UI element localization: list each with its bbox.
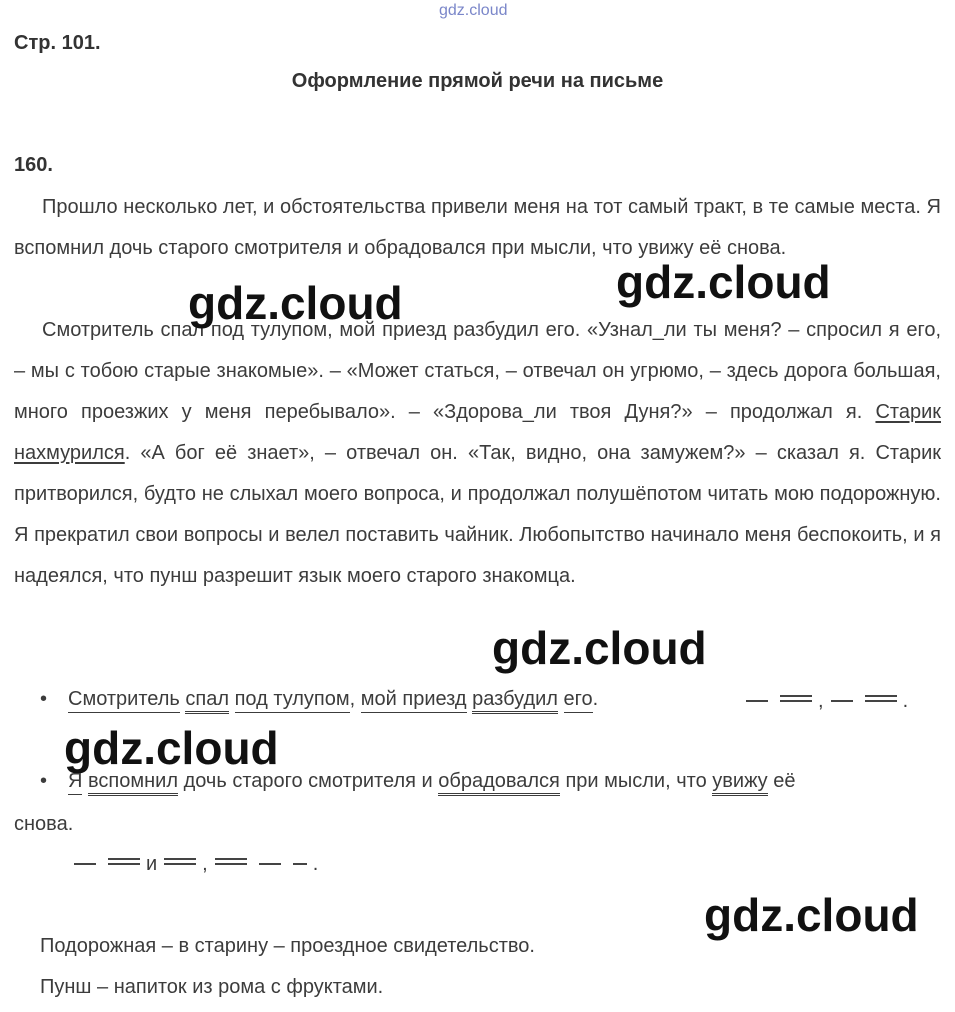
schema-comma: , [818, 690, 825, 712]
watermark: gdz.cloud [492, 622, 707, 674]
schema-and: и [146, 853, 159, 875]
bullet-marker: • [40, 770, 48, 792]
predicate-word: вспомнил [88, 770, 178, 796]
plain-text: при мысли, что [565, 770, 707, 792]
subject-mark [259, 858, 281, 865]
footnote-punsh: Пунш – напиток из рома с фруктами. [40, 976, 384, 998]
bullet-item-1 [40, 679, 598, 720]
predicate-mark [780, 695, 812, 702]
object-word: его [564, 688, 593, 713]
watermark: gdz.cloud [64, 722, 279, 774]
plain-text: дочь старого смотрителя и [183, 770, 433, 792]
predicate-mark [215, 858, 247, 865]
subject-mark [831, 695, 853, 702]
predicate-word: спал [185, 688, 229, 714]
predicate-mark [865, 695, 897, 702]
subject-word: Я [68, 770, 82, 795]
predicate-mark [164, 858, 196, 865]
bullet-item-2 [40, 761, 940, 802]
sentence-schema-1 [740, 686, 909, 716]
word-starik: Старик [875, 401, 941, 423]
subject-mark [746, 695, 768, 702]
subject-mark [74, 858, 96, 865]
page-number: Стр. 101. [14, 32, 101, 54]
task-number: 160. [14, 154, 53, 176]
watermark-top: gdz.cloud [439, 2, 508, 19]
schema-period: . [312, 853, 320, 875]
minor-mark [293, 858, 307, 865]
schema-period: . [902, 690, 910, 712]
footnote-podorozhnaya: Подорожная – в старину – проездное свидетельство. [40, 935, 535, 957]
subject-word: Смотритель [68, 688, 180, 713]
predicate-mark [108, 858, 140, 865]
watermark: gdz.cloud [188, 277, 403, 329]
object-word: под тулупом [235, 688, 350, 713]
paragraph-2-part-1: Смотритель спал под тулупом, мой приезд разбудил его. [42, 319, 588, 341]
paragraph-1: Прошло несколько лет, и обстоятельства привели меня на тот самый тракт, в те самые места. Я вспомнил дочь старого смотрителя и обрадовался при мысли, что увижу её снова. [14, 196, 941, 259]
paragraph-2 [14, 310, 941, 597]
predicate-word: увижу [712, 770, 767, 796]
subject-word: мой приезд [361, 688, 467, 713]
sentence-schema-2 [68, 849, 319, 879]
schema-comma: , [202, 853, 209, 875]
predicate-word: разбудил [472, 688, 558, 714]
bullet-2-continuation: снова. [14, 813, 74, 835]
paragraph-2-part-3: . «А бог её знает», – отвечал он. «Так, видно, она замужем?» – сказал я. Старик притворился, будто не слыхал моего вопроса, и продолжал полушёпотом читать мою подорожную. Я прекратил свои вопросы и велел поставить чайник. Любопытство начинало меня беспокоить, и я надеялся, что пунш разрешит язык моего старого знакомца. [14, 442, 941, 587]
bullet-marker: • [40, 688, 48, 710]
page-title: Оформление прямой речи на письме [291, 70, 664, 92]
word-nahmurilsya: нахмурился [14, 442, 125, 464]
plain-text: её [773, 770, 796, 792]
comma: , [349, 688, 356, 710]
predicate-word: обрадовался [438, 770, 560, 796]
watermark: gdz.cloud [704, 889, 919, 941]
watermark: gdz.cloud [616, 256, 831, 308]
paragraph-2-part-2: «Узнал_ли ты меня? – спросил я его, – мы с тобою старые знакомые». – «Может статься, – отвечал он угрюмо, – здесь дорога большая, много проезжих у меня перебывало». – «Здорова_ли твоя Дуня?» – продолжал я. [14, 319, 942, 423]
period: . [592, 688, 599, 710]
